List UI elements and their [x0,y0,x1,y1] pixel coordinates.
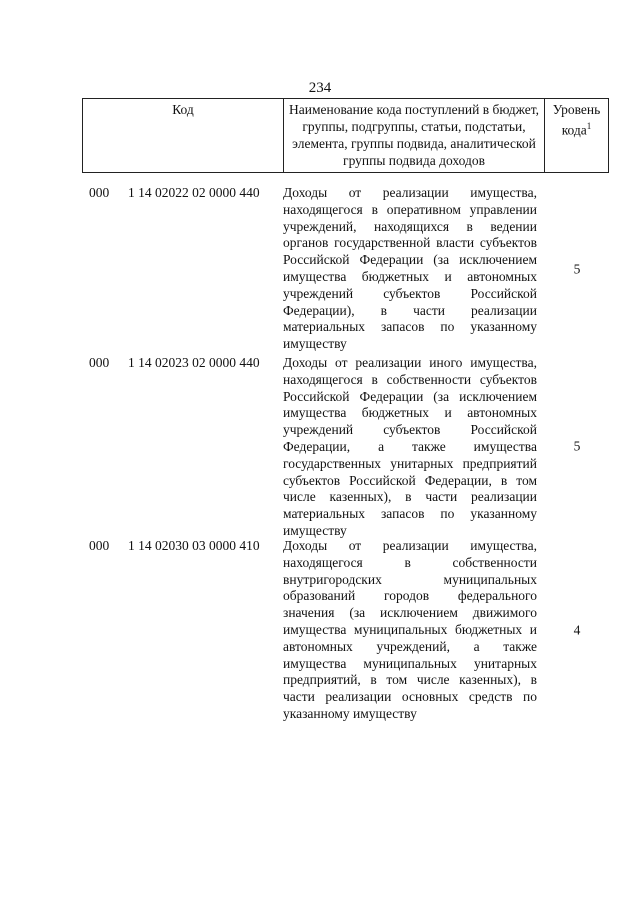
code-level: 4 [573,622,581,638]
code-level: 5 [573,261,581,277]
table-body [0,185,640,723]
income-code: 1 14 02030 03 0000 410 [128,538,260,553]
code-level: 5 [573,438,581,454]
table-row [0,538,640,723]
admin-code: 000 [89,538,110,553]
income-code: 1 14 02022 02 0000 440 [128,185,260,200]
header-level-footnote: 1 [586,121,592,131]
table-header [82,98,609,173]
table-row [0,185,640,355]
admin-code: 000 [89,185,110,200]
header-level-label: Уровень кода [552,102,601,138]
income-code: 1 14 02023 02 0000 440 [128,355,260,370]
table-row [0,355,640,538]
header-level [545,99,609,173]
income-name: Доходы от реализации иного имущества, находящегося в собственности субъектов Российской Федерации (за исключением имущества бюджетных и автономных учреждений субъектов Российской Федерации, а также имущества государственных унитарных предприятий субъектов Российской Федерации, в том числе казенных), в части реализации материальных запасов по указанному имуществу [283,355,537,538]
header-code: Код [83,99,284,173]
page-number: 234 [308,80,332,96]
income-name: Доходы от реализации имущества, находящегося в оперативном управлении учреждений, находящихся в ведении органов государственной власти субъектов Российской Федерации (за исключением имущества бюджетных и автономных учреждений субъектов Российской Федерации), в части реализации материальных запасов по указанному имуществу [283,185,537,352]
header-name: Наименование кода поступлений в бюджет, группы, подгруппы, статьи, подстатьи, элемента, группы подвида, аналитической группы подвида доходов [284,99,545,173]
income-name: Доходы от реализации имущества, находящегося в собственности внутригородских муниципальных образований городов федерального значения (за исключением движимого имущества муниципальных бюджетных и автономных учреждений, а также имущества муниципальных унитарных предприятий, в том числе казенных), в части реализации основных средств по указанному имуществу [283,538,537,721]
admin-code: 000 [89,355,110,370]
